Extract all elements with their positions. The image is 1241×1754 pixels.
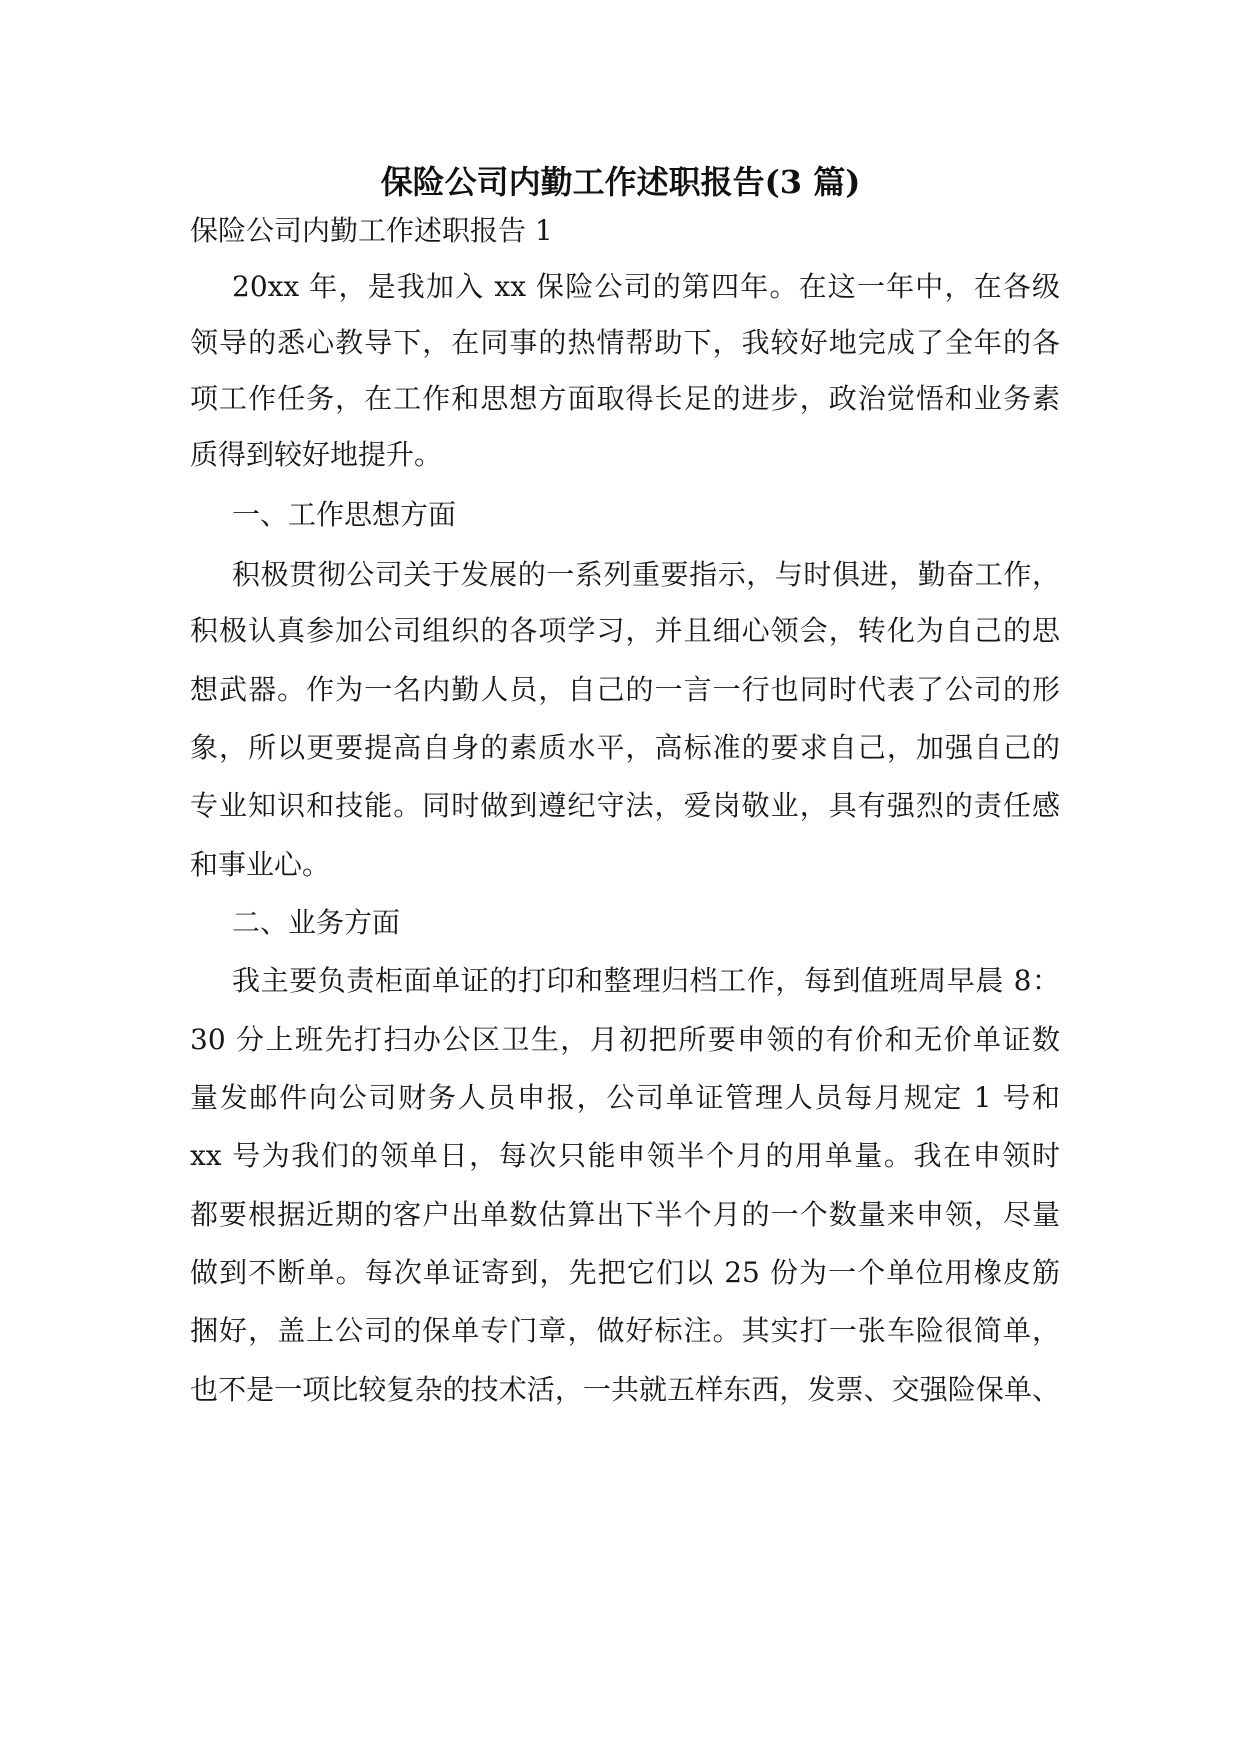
paragraph-line: 象，所以更要提高自身的素质水平，高标准的要求自己，加强自己的 — [190, 731, 1060, 764]
paragraph-line: 捆好，盖上公司的保单专门章，做好标注。其实打一张车险很简单， — [190, 1314, 1060, 1347]
paragraph-line: 质得到较好地提升。 — [190, 438, 443, 471]
paragraph-line: 也不是一项比较复杂的技术活，一共就五样东西，发票、交强险保单、 — [190, 1373, 1060, 1406]
section-heading: 保险公司内勤工作述职报告 1 — [190, 214, 553, 247]
paragraph-line: 都要根据近期的客户出单数估算出下半个月的一个数量来申领，尽量 — [190, 1198, 1060, 1231]
paragraph-line: 想武器。作为一名内勤人员，自己的一言一行也同时代表了公司的形 — [190, 673, 1060, 706]
paragraph-line: 20xx 年，是我加入 xx 保险公司的第四年。在这一年中，在各级 — [232, 270, 1060, 303]
paragraph-line: 积极贯彻公司关于发展的一系列重要指示，与时俱进，勤奋工作， — [232, 558, 1060, 591]
paragraph-line: 做到不断单。每次单证寄到，先把它们以 25 份为一个单位用橡皮筋 — [190, 1256, 1060, 1289]
paragraph-line: 积极认真参加公司组织的各项学习，并且细心领会，转化为自己的思 — [190, 614, 1060, 647]
paragraph-line: xx 号为我们的领单日，每次只能申领半个月的用单量。我在申领时 — [190, 1139, 1060, 1172]
paragraph-line: 30 分上班先打扫办公区卫生，月初把所要申领的有价和无价单证数 — [190, 1023, 1060, 1056]
document-title: 保险公司内勤工作述职报告(3 篇) — [380, 163, 861, 201]
paragraph-line: 和事业心。 — [190, 848, 331, 881]
section-heading: 二、业务方面 — [232, 906, 401, 939]
paragraph-line: 我主要负责柜面单证的打印和整理归档工作，每到值班周早晨 8： — [232, 964, 1060, 997]
paragraph-line: 领导的悉心教导下，在同事的热情帮助下，我较好地完成了全年的各 — [190, 326, 1060, 359]
section-heading: 一、工作思想方面 — [232, 498, 457, 531]
paragraph-line: 项工作任务，在工作和思想方面取得长足的进步，政治觉悟和业务素 — [190, 382, 1060, 415]
paragraph-line: 专业知识和技能。同时做到遵纪守法，爱岗敬业，具有强烈的责任感 — [190, 789, 1060, 822]
paragraph-line: 量发邮件向公司财务人员申报，公司单证管理人员每月规定 1 号和 — [190, 1081, 1060, 1114]
